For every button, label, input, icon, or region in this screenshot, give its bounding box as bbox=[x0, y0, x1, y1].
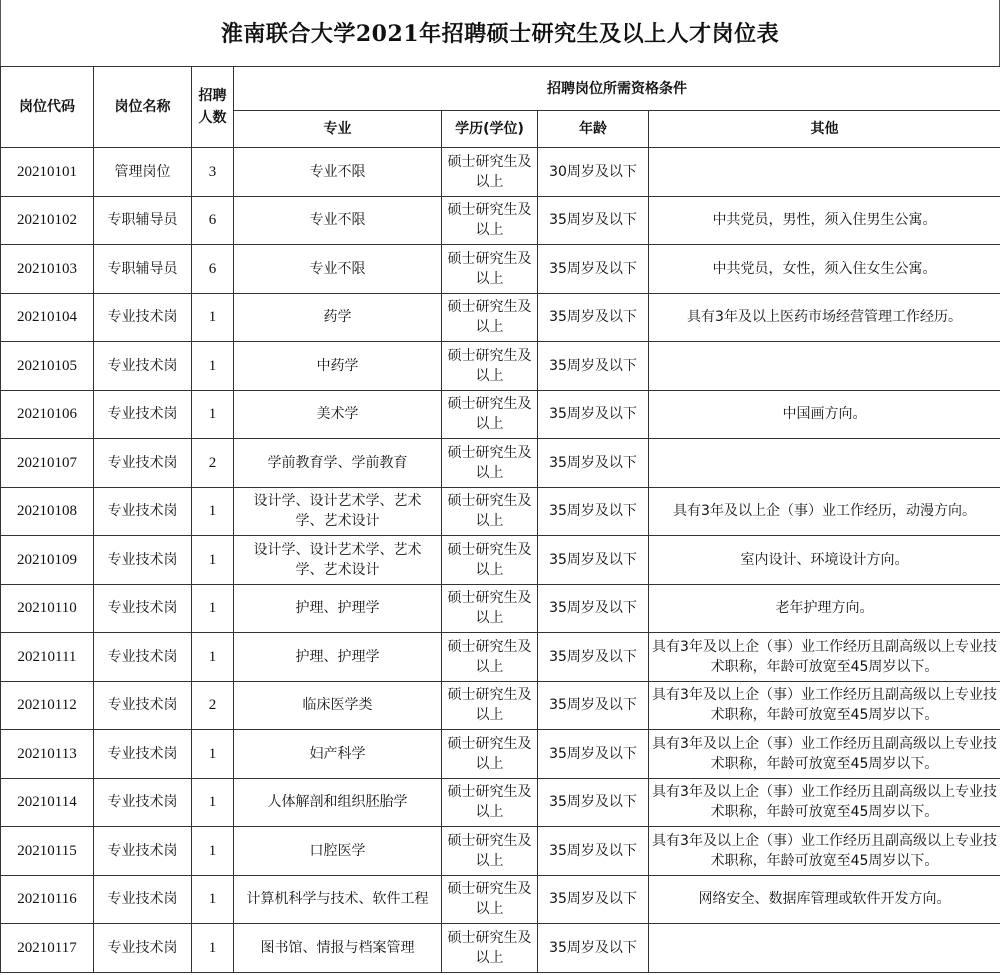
major-cell: 图书馆、情报与档案管理 bbox=[234, 924, 442, 973]
table-row bbox=[1, 148, 1000, 197]
education-cell bbox=[442, 584, 538, 633]
other-requirements-cell: 中共党员，男性，须入住男生公寓。 bbox=[649, 196, 1000, 245]
major-cell: 护理、护理学 bbox=[234, 633, 442, 682]
age-cell: 35周岁及以下 bbox=[538, 633, 649, 682]
education-cell bbox=[442, 439, 538, 488]
age-cell: 35周岁及以下 bbox=[538, 924, 649, 973]
recruit-count-cell: 1 bbox=[192, 827, 234, 876]
position-code-cell: 20210107 bbox=[1, 439, 94, 488]
recruit-count-cell: 1 bbox=[192, 293, 234, 342]
position-name-cell: 专业技术岗 bbox=[94, 681, 192, 730]
position-code-cell: 20210113 bbox=[1, 730, 94, 779]
age-cell: 35周岁及以下 bbox=[538, 245, 649, 294]
position-name-cell: 专业技术岗 bbox=[94, 827, 192, 876]
table-row bbox=[1, 439, 1000, 488]
table-row bbox=[1, 584, 1000, 633]
recruit-count-cell: 1 bbox=[192, 584, 234, 633]
position-code-cell: 20210102 bbox=[1, 196, 94, 245]
position-name-cell: 专业技术岗 bbox=[94, 778, 192, 827]
other-requirements-cell: 老年护理方向。 bbox=[649, 584, 1000, 633]
major-cell: 设计学、设计艺术学、艺术学、艺术设计 bbox=[234, 487, 442, 536]
header-conditions: 招聘岗位所需资格条件 bbox=[234, 67, 1000, 111]
education-cell bbox=[442, 487, 538, 536]
recruit-count-cell: 1 bbox=[192, 536, 234, 585]
position-name-cell: 专业技术岗 bbox=[94, 730, 192, 779]
table-row bbox=[1, 778, 1000, 827]
positions-table bbox=[0, 66, 1000, 973]
position-name-cell: 专职辅导员 bbox=[94, 245, 192, 294]
recruit-count-cell: 1 bbox=[192, 875, 234, 924]
position-code-cell: 20210116 bbox=[1, 875, 94, 924]
position-name-cell: 专业技术岗 bbox=[94, 924, 192, 973]
age-cell: 30周岁及以下 bbox=[538, 148, 649, 197]
page-title: 淮南联合大学2021年招聘硕士研究生及以上人才岗位表 bbox=[0, 0, 1000, 66]
education-text: 硕士研究生及以上 bbox=[447, 735, 532, 772]
age-cell: 35周岁及以下 bbox=[538, 536, 649, 585]
position-code-cell: 20210111 bbox=[1, 633, 94, 682]
recruit-count-cell: 1 bbox=[192, 924, 234, 973]
major-cell: 人体解剖和组织胚胎学 bbox=[234, 778, 442, 827]
table-row bbox=[1, 293, 1000, 342]
other-requirements-cell: 中共党员，女性，须入住女生公寓。 bbox=[649, 245, 1000, 294]
major-cell: 学前教育学、学前教育 bbox=[234, 439, 442, 488]
position-name-cell: 专业技术岗 bbox=[94, 536, 192, 585]
major-cell: 口腔医学 bbox=[234, 827, 442, 876]
position-code-cell: 20210109 bbox=[1, 536, 94, 585]
major-cell: 专业不限 bbox=[234, 148, 442, 197]
position-code-cell: 20210117 bbox=[1, 924, 94, 973]
header-education: 学历(学位) bbox=[442, 111, 538, 148]
header-count: 招聘人数 bbox=[192, 67, 234, 148]
education-text: 硕士研究生及以上 bbox=[447, 250, 532, 287]
recruit-count-cell: 6 bbox=[192, 245, 234, 294]
position-code-cell: 20210106 bbox=[1, 390, 94, 439]
education-text: 硕士研究生及以上 bbox=[447, 493, 532, 530]
age-cell: 35周岁及以下 bbox=[538, 196, 649, 245]
education-text: 硕士研究生及以上 bbox=[447, 202, 532, 239]
age-cell: 35周岁及以下 bbox=[538, 827, 649, 876]
age-cell: 35周岁及以下 bbox=[538, 778, 649, 827]
education-text: 硕士研究生及以上 bbox=[447, 929, 532, 966]
recruit-count-cell: 3 bbox=[192, 148, 234, 197]
header-code: 岗位代码 bbox=[1, 67, 94, 148]
position-code-cell: 20210115 bbox=[1, 827, 94, 876]
education-cell bbox=[442, 633, 538, 682]
other-requirements-cell: 具有3年及以上企（事）业工作经历且副高级以上专业技术职称，年龄可放宽至45周岁以下。 bbox=[649, 778, 1000, 827]
education-text: 硕士研究生及以上 bbox=[447, 784, 532, 821]
education-text: 硕士研究生及以上 bbox=[447, 444, 532, 481]
table-row bbox=[1, 924, 1000, 973]
major-cell: 临床医学类 bbox=[234, 681, 442, 730]
table-row bbox=[1, 390, 1000, 439]
age-cell: 35周岁及以下 bbox=[538, 439, 649, 488]
major-cell: 专业不限 bbox=[234, 245, 442, 294]
major-cell: 专业不限 bbox=[234, 196, 442, 245]
other-requirements-cell: 室内设计、环境设计方向。 bbox=[649, 536, 1000, 585]
recruit-count-cell: 2 bbox=[192, 439, 234, 488]
position-code-cell: 20210110 bbox=[1, 584, 94, 633]
position-name-cell: 专业技术岗 bbox=[94, 584, 192, 633]
other-requirements-cell bbox=[649, 439, 1000, 488]
recruit-count-cell: 1 bbox=[192, 390, 234, 439]
position-code-cell: 20210103 bbox=[1, 245, 94, 294]
position-code-cell: 20210101 bbox=[1, 148, 94, 197]
other-requirements-cell: 具有3年及以上企（事）业工作经历且副高级以上专业技术职称，年龄可放宽至45周岁以下。 bbox=[649, 633, 1000, 682]
header-age: 年龄 bbox=[538, 111, 649, 148]
other-requirements-cell: 具有3年及以上企（事）业工作经历且副高级以上专业技术职称，年龄可放宽至45周岁以下。 bbox=[649, 681, 1000, 730]
education-cell bbox=[442, 390, 538, 439]
major-cell: 中药学 bbox=[234, 342, 442, 391]
position-name-cell: 专业技术岗 bbox=[94, 439, 192, 488]
other-requirements-cell: 具有3年及以上医药市场经营管理工作经历。 bbox=[649, 293, 1000, 342]
table-row bbox=[1, 730, 1000, 779]
other-requirements-cell bbox=[649, 924, 1000, 973]
age-cell: 35周岁及以下 bbox=[538, 875, 649, 924]
age-cell: 35周岁及以下 bbox=[538, 293, 649, 342]
position-code-cell: 20210104 bbox=[1, 293, 94, 342]
position-name-cell: 专业技术岗 bbox=[94, 390, 192, 439]
recruit-count-cell: 1 bbox=[192, 730, 234, 779]
position-name-cell: 专业技术岗 bbox=[94, 487, 192, 536]
position-name-cell: 专业技术岗 bbox=[94, 293, 192, 342]
other-requirements-cell: 具有3年及以上企（事）业工作经历，动漫方向。 bbox=[649, 487, 1000, 536]
other-requirements-cell bbox=[649, 148, 1000, 197]
position-name-cell: 专业技术岗 bbox=[94, 342, 192, 391]
table-row bbox=[1, 536, 1000, 585]
education-cell bbox=[442, 148, 538, 197]
education-text: 硕士研究生及以上 bbox=[447, 638, 532, 675]
major-cell: 护理、护理学 bbox=[234, 584, 442, 633]
major-cell: 设计学、设计艺术学、艺术学、艺术设计 bbox=[234, 536, 442, 585]
other-requirements-cell: 具有3年及以上企（事）业工作经历且副高级以上专业技术职称，年龄可放宽至45周岁以下。 bbox=[649, 730, 1000, 779]
position-name-cell: 专职辅导员 bbox=[94, 196, 192, 245]
table-row bbox=[1, 633, 1000, 682]
header-name: 岗位名称 bbox=[94, 67, 192, 148]
age-cell: 35周岁及以下 bbox=[538, 487, 649, 536]
position-name-cell: 专业技术岗 bbox=[94, 633, 192, 682]
table-row bbox=[1, 875, 1000, 924]
education-text: 硕士研究生及以上 bbox=[447, 590, 532, 627]
education-text: 硕士研究生及以上 bbox=[447, 153, 532, 190]
education-cell bbox=[442, 681, 538, 730]
header-other: 其他 bbox=[649, 111, 1000, 148]
recruit-count-cell: 1 bbox=[192, 487, 234, 536]
recruit-count-cell: 2 bbox=[192, 681, 234, 730]
education-cell bbox=[442, 778, 538, 827]
age-cell: 35周岁及以下 bbox=[538, 681, 649, 730]
education-cell bbox=[442, 293, 538, 342]
major-cell: 药学 bbox=[234, 293, 442, 342]
table-row bbox=[1, 487, 1000, 536]
education-cell bbox=[442, 730, 538, 779]
table-row bbox=[1, 196, 1000, 245]
position-code-cell: 20210105 bbox=[1, 342, 94, 391]
recruit-count-cell: 1 bbox=[192, 633, 234, 682]
other-requirements-cell bbox=[649, 342, 1000, 391]
age-cell: 35周岁及以下 bbox=[538, 730, 649, 779]
position-code-cell: 20210112 bbox=[1, 681, 94, 730]
recruit-count-cell: 1 bbox=[192, 778, 234, 827]
education-cell bbox=[442, 196, 538, 245]
education-text: 硕士研究生及以上 bbox=[447, 541, 532, 578]
table-row bbox=[1, 827, 1000, 876]
table-row bbox=[1, 245, 1000, 294]
education-text: 硕士研究生及以上 bbox=[447, 687, 532, 724]
education-text: 硕士研究生及以上 bbox=[447, 299, 532, 336]
position-code-cell: 20210114 bbox=[1, 778, 94, 827]
education-cell bbox=[442, 875, 538, 924]
major-cell: 妇产科学 bbox=[234, 730, 442, 779]
header-major: 专业 bbox=[234, 111, 442, 148]
education-text: 硕士研究生及以上 bbox=[447, 347, 532, 384]
other-requirements-cell: 具有3年及以上企（事）业工作经历且副高级以上专业技术职称，年龄可放宽至45周岁以下。 bbox=[649, 827, 1000, 876]
table-row bbox=[1, 681, 1000, 730]
recruit-count-cell: 1 bbox=[192, 342, 234, 391]
education-cell bbox=[442, 342, 538, 391]
position-name-cell: 管理岗位 bbox=[94, 148, 192, 197]
education-cell bbox=[442, 924, 538, 973]
education-text: 硕士研究生及以上 bbox=[447, 832, 532, 869]
age-cell: 35周岁及以下 bbox=[538, 342, 649, 391]
position-name-cell: 专业技术岗 bbox=[94, 875, 192, 924]
age-cell: 35周岁及以下 bbox=[538, 584, 649, 633]
position-code-cell: 20210108 bbox=[1, 487, 94, 536]
education-cell bbox=[442, 245, 538, 294]
table-row bbox=[1, 342, 1000, 391]
recruit-count-cell: 6 bbox=[192, 196, 234, 245]
other-requirements-cell: 网络安全、数据库管理或软件开发方向。 bbox=[649, 875, 1000, 924]
education-text: 硕士研究生及以上 bbox=[447, 881, 532, 918]
education-cell bbox=[442, 536, 538, 585]
major-cell: 计算机科学与技术、软件工程 bbox=[234, 875, 442, 924]
other-requirements-cell: 中国画方向。 bbox=[649, 390, 1000, 439]
major-cell: 美术学 bbox=[234, 390, 442, 439]
education-cell bbox=[442, 827, 538, 876]
education-text: 硕士研究生及以上 bbox=[447, 396, 532, 433]
age-cell: 35周岁及以下 bbox=[538, 390, 649, 439]
